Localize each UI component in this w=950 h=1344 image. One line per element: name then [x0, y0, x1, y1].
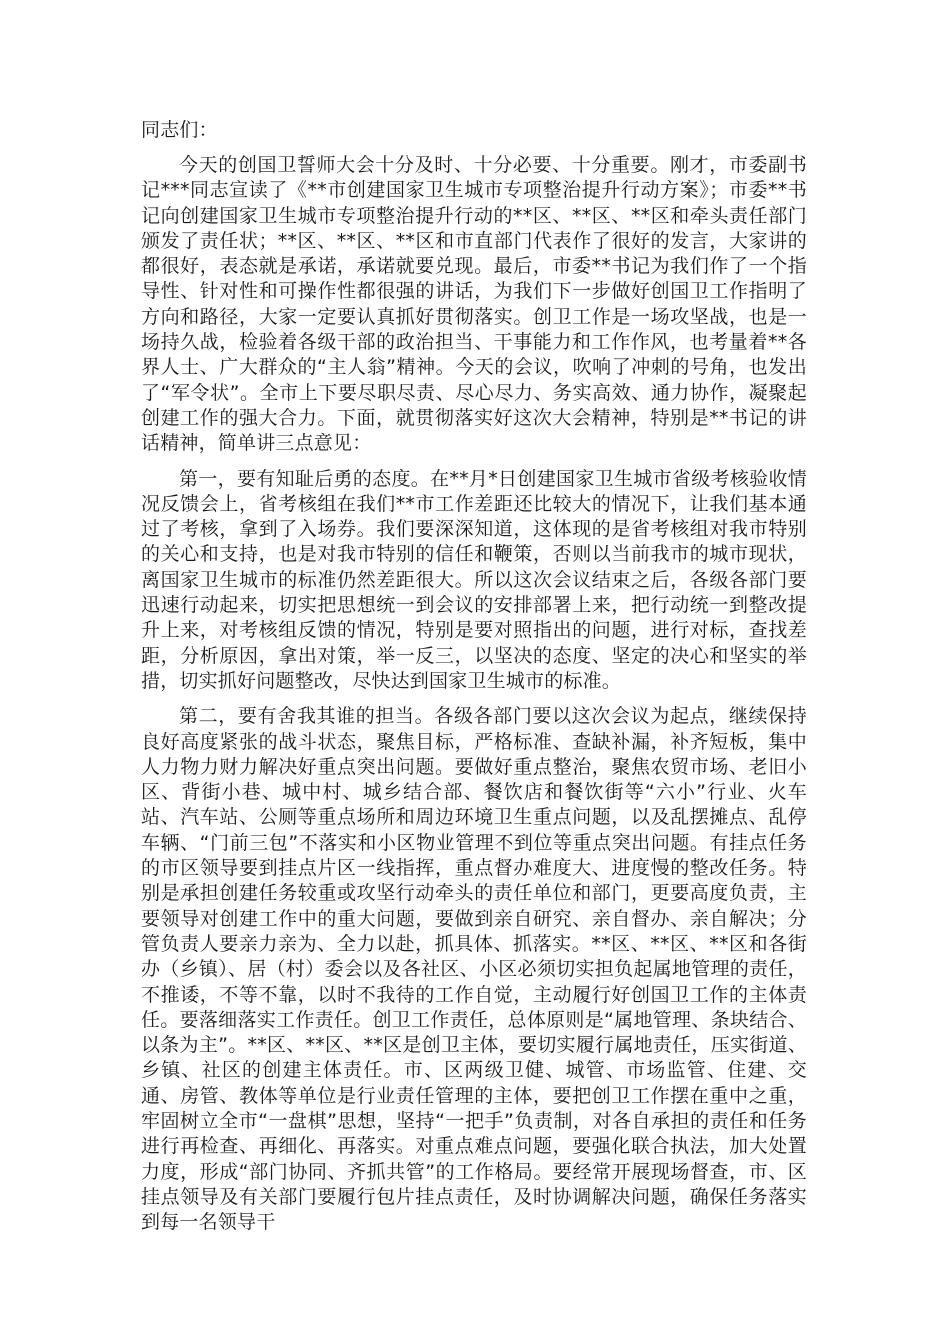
paragraph-opening: 今天的创国卫誓师大会十分及时、十分必要、十分重要。刚才，市委副书记***同志宣读了《**市创建国家卫生城市专项整治提升行动方案》；市委**书记向创建国家卫生城市专项整治提升行动的**区、**区、**区和牵头责任部门颁发了责任状；**区、**区、**区和市直部门代表作了很好的发言，大家讲的都很好，表态就是承诺，承诺就要兑现。最后，市委**书记为我们作了一个指导性、针对性和可操作性都很强的讲话，为我们下一步做好创国卫工作指明了方向和路径，大家一定要认真抓好贯彻落实。创卫工作是一场攻坚战，也是一场持久战，检验着各级干部的政治担当、干事能力和工作作风，也考量着**各界人士、广大群众的“主人翁”精神。今天的会议，吹响了冲刺的号角，也发出了“军令状”。全市上下要尽职尽责、尽心尽力、务实高效、通力协作，凝聚起创建工作的强大合力。下面，就贯彻落实好这次大会精神，特别是**书记的讲话精神，简单讲三点意见：	[141, 154, 807, 455]
paragraph-point-one: 第一，要有知耻后勇的态度。在**月*日创建国家卫生城市省级考核验收情况反馈会上，省考核组在我们**市工作差距还比较大的情况下，让我们基本通过了考核，拿到了入场券。我们要深深知道，这体现的是省考核组对我市特别的关心和支持，也是对我市特别的信任和鞭策，否则以当前我市的城市现状，离国家卫生城市的标准仍然差距很大。所以这次会议结束之后，各级各部门要迅速行动起来，切实把思想统一到会议的安排部署上来，把行动统一到整改提升上来，对考核组反馈的情况，特别是要对照指出的问题，进行对标，查找差距，分析原因，拿出对策，举一反三，以坚决的态度、坚定的决心和坚实的举措，切实抓好问题整改，尽快达到国家卫生城市的标准。	[141, 467, 807, 692]
document-page	[141, 118, 807, 1245]
greeting: 同志们：	[141, 119, 218, 141]
paragraph-point-two: 第二，要有舍我其谁的担当。各级各部门要以这次会议为起点，继续保持良好高度紧张的战斗状态，聚焦目标，严格标准、查缺补漏，补齐短板，集中人力物力财力解决好重点突出问题。要做好重点整治，聚焦农贸市场、老旧小区、背街小巷、城中村、城乡结合部、餐饮店和餐饮街等“六小”行业、火车站、汽车站、公厕等重点场所和周边环境卫生重点问题，以及乱摆摊点、乱停车辆、“门前三包”不落实和小区物业管理不到位等重点突出问题。有挂点任务的市区领导要到挂点片区一线指挥，重点督办难度大、进度慢的整改任务。特别是承担创建任务较重或攻坚行动牵头的责任单位和部门，更要高度负责，主要领导对创建工作中的重大问题，要做到亲自研究、亲自督办、亲自解决；分管负责人要亲力亲为、全力以赴，抓具体、抓落实。**区、**区、**区和各街办（乡镇）、居（村）委会以及各社区、小区必须切实担负起属地管理的责任，不推诿，不等不靠，以时不我待的工作自觉，主动履行好创国卫工作的主体责任。要落细落实工作责任。创卫工作责任，总体原则是“属地管理、条块结合、以条为主”。**区、**区、**区是创卫主体，要切实履行属地责任，压实街道、乡镇、社区的创建主体责任。市、区两级卫健、城管、市场监管、住建、交通、房管、教体等单位是行业责任管理的主体，要把创卫工作摆在重中之重，牢固树立全市“一盘棋”思想，坚持“一把手”负责制，对各自承担的责任和任务进行再检查、再细化、再落实。对重点难点问题，要强化联合执法，加大处置力度，形成“部门协同、齐抓共管”的工作格局。要经常开展现场督查，市、区挂点领导及有关部门要履行包片挂点责任，及时协调解决问题，确保任务落实到每一名领导干	[141, 705, 807, 1234]
